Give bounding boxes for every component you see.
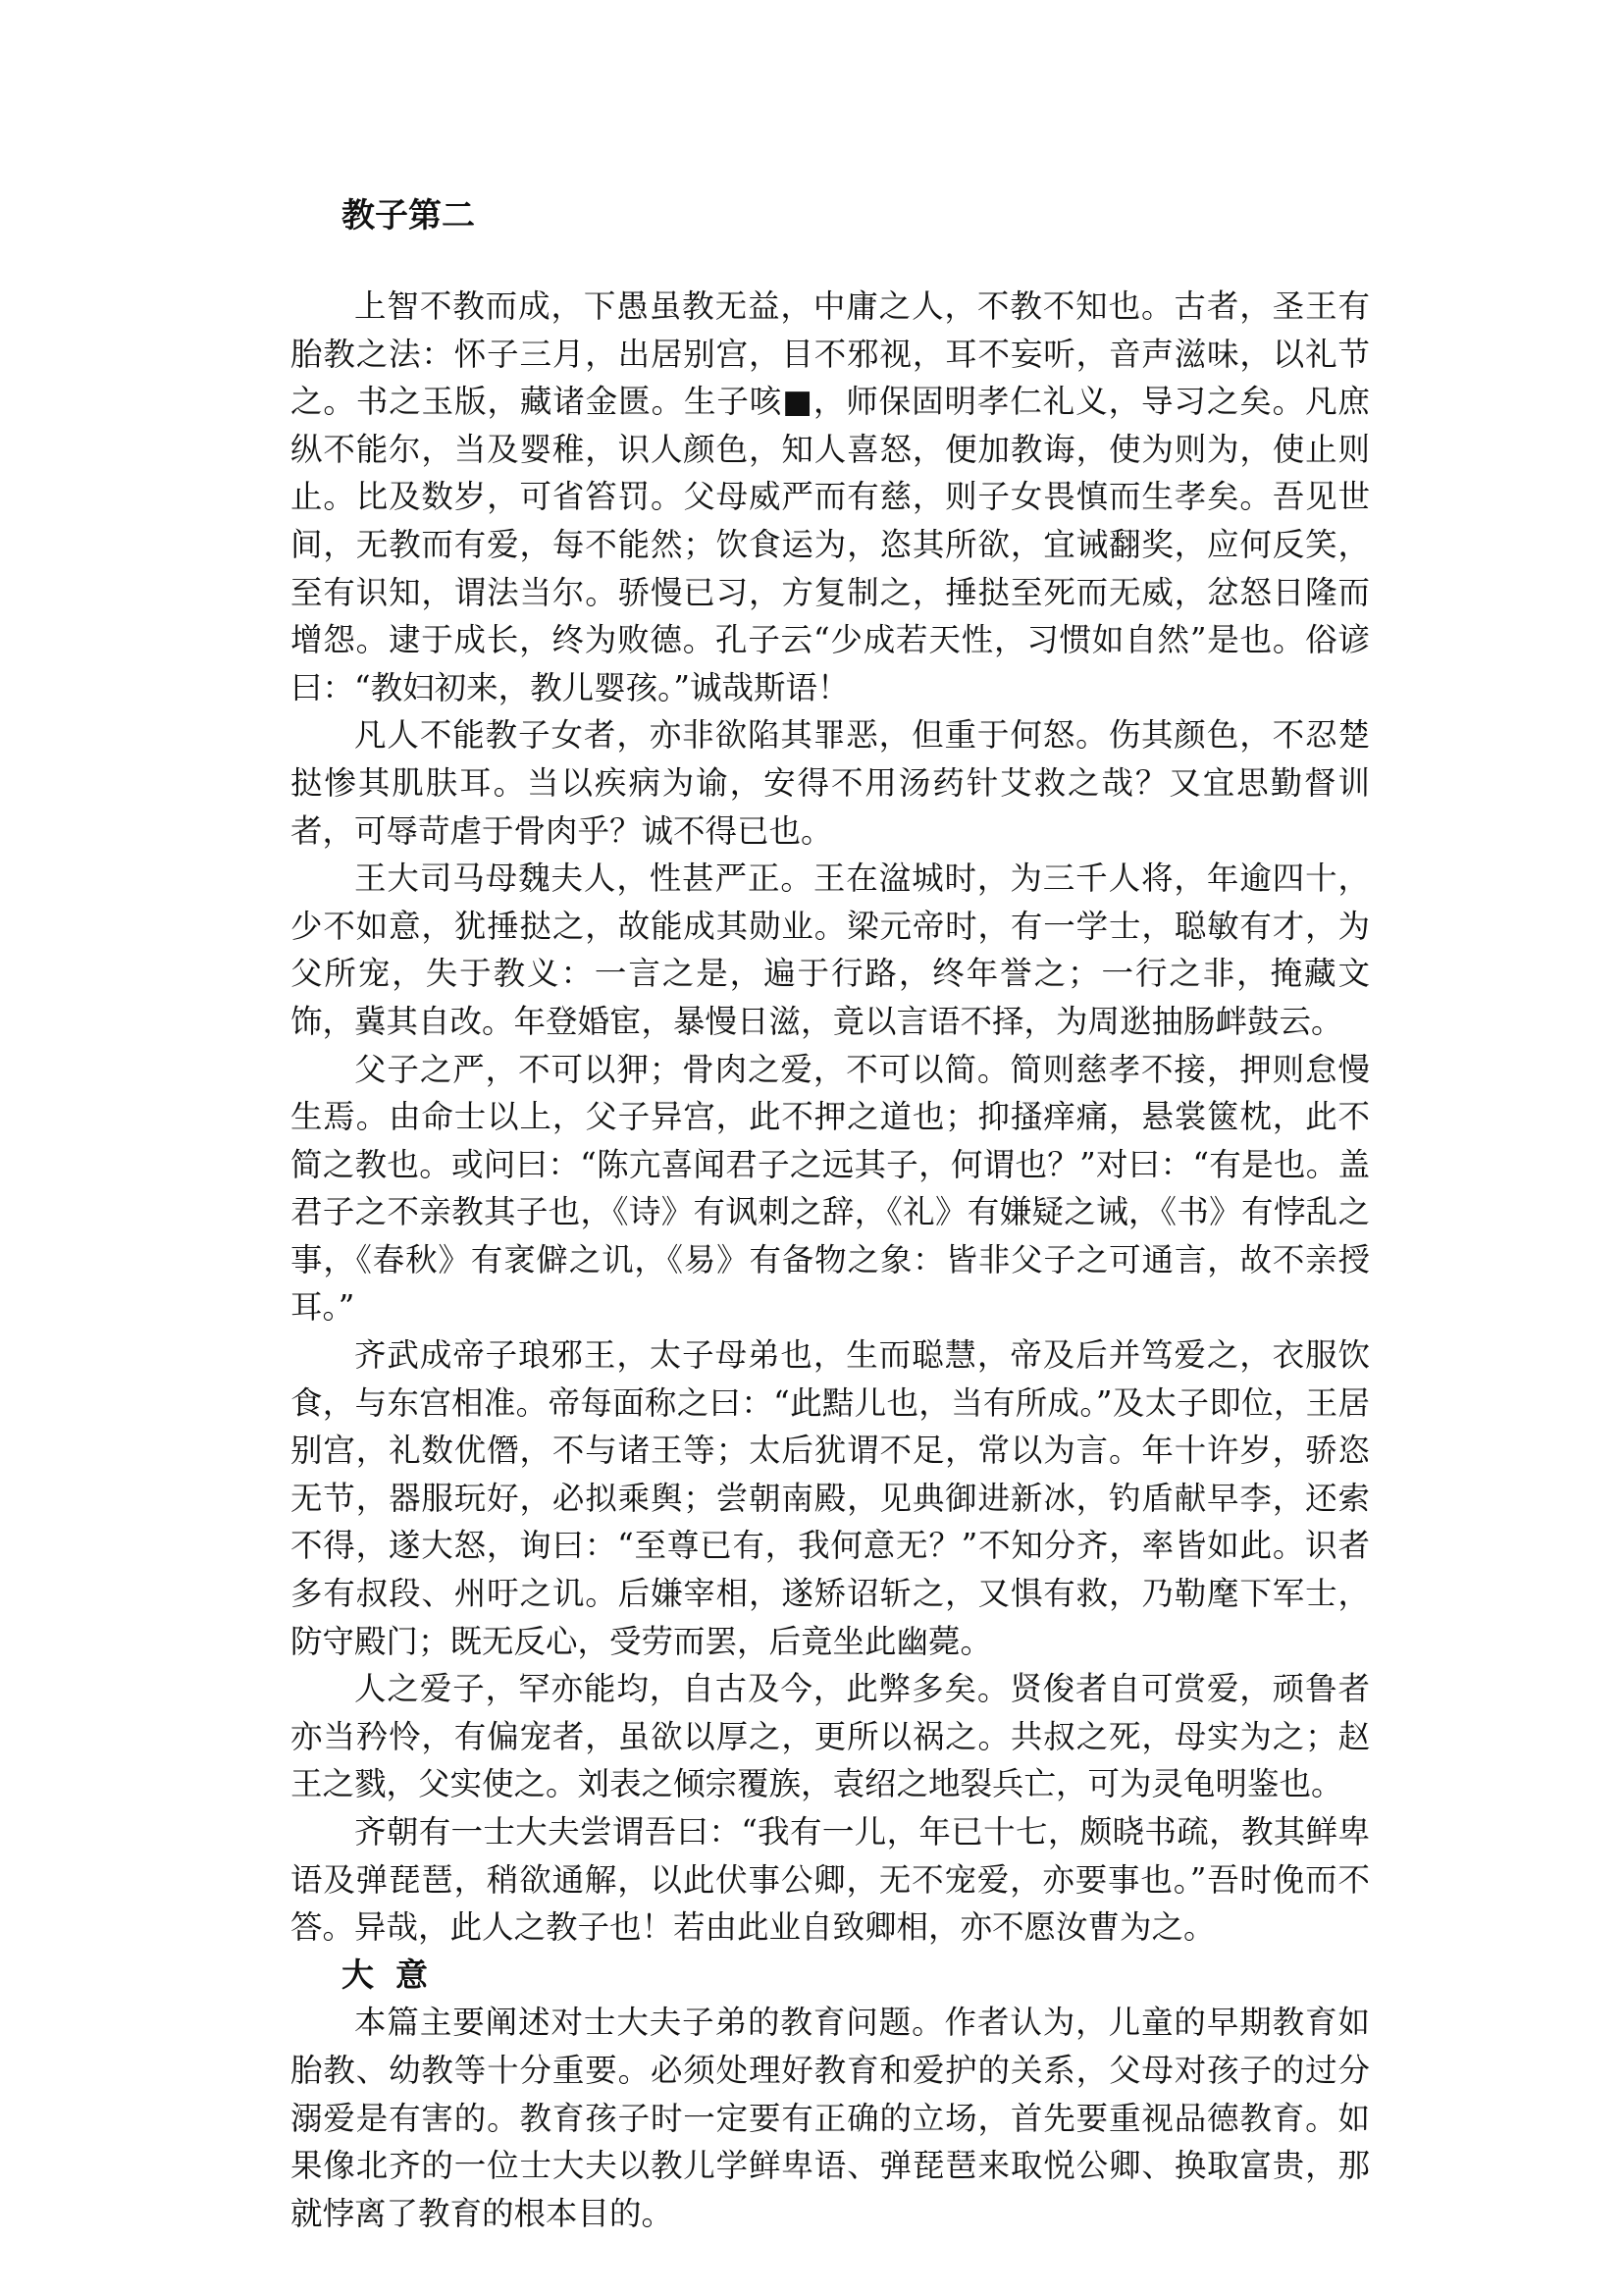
- summary-paragraph: 本篇主要阐述对士大夫子弟的教育问题。作者认为，儿童的早期教育如胎教、幼教等十分重要。必须处理好教育和爱护的关系，父母对孩子的过分溺爱是有害的。教育孩子时一定要有正确的立场，首先要重视品德教育。如果像北齐的一位士大夫以教儿学鲜卑语、弹琵琶来取悦公卿、换取富贵，那就悖离了教育的根本目的。: [290, 2004, 1370, 2232]
- document-page: [290, 192, 1370, 2237]
- paragraph-1: 上智不教而成，下愚虽教无益，中庸之人，不教不知也。古者，圣王有胎教之法：怀子三月，出居别宫，目不邪视，耳不妄听，音声滋味，以礼节之。书之玉版，藏诸金匮。生子咳■，师保固明孝仁礼义，导习之矣。凡庶纵不能尔，当及婴稚，识人颜色，知人喜怒，便加教诲，使为则为，使止则止。比及数岁，可省笞罚。父母威严而有慈，则子女畏慎而生孝矣。吾见世间，无教而有爱，每不能然；饮食运为，恣其所欲，宜诫翻奖，应何反笑，至有识知，谓法当尔。骄慢已习，方复制之，捶挞至死而无威，忿怒日隆而增怨。逮于成长，终为败德。孔子云“少成若天性，习惯如自然”是也。俗谚曰：“教妇初来，教儿婴孩。”诚哉斯语！: [290, 287, 1370, 706]
- paragraph-5: 齐武成帝子琅邪王，太子母弟也，生而聪慧，帝及后并笃爱之，衣服饮食，与东宫相准。帝每面称之曰：“此黠儿也，当有所成。”及太子即位，王居别宫，礼数优僭，不与诸王等；太后犹谓不足，常以为言。年十许岁，骄恣无节，器服玩好，必拟乘舆；尝朝南殿，见典御进新冰，钓盾献早李，还索不得，遂大怒，询曰：“至尊已有，我何意无？”不知分齐，率皆如此。识者多有叔段、州吁之讥。后嫌宰相，遂矫诏斩之，又惧有救，乃勒麾下军士，防守殿门；既无反心，受劳而罢，后竟坐此幽薨。: [290, 1336, 1370, 1660]
- paragraph-2: 凡人不能教子女者，亦非欲陷其罪恶，但重于何怒。伤其颜色，不忍楚挞惨其肌肤耳。当以疾病为谕，安得不用汤药针艾救之哉？又宜思勤督训者，可辱苛虐于骨肉乎？诚不得已也。: [290, 716, 1370, 850]
- summary-heading: 大意: [341, 1955, 449, 1994]
- paragraph-4: 父子之严，不可以狎；骨肉之爱，不可以简。简则慈孝不接，押则怠慢生焉。由命士以上，父子异宫，此不押之道也；抑搔痒痛，悬裳篋枕，此不简之教也。或问曰：“陈亢喜闻君子之远其子，何谓也？”对曰：“有是也。盖君子之不亲教其子也，《诗》有讽刺之辞，《礼》有嫌疑之诫，《书》有悖乱之事，《春秋》有衺僻之讥，《易》有备物之象：皆非父子之可通言，故不亲授耳。”: [290, 1050, 1370, 1327]
- paragraph-6: 人之爱子，罕亦能均，自古及今，此弊多矣。贤俊者自可赏爱，顽鲁者亦当矜怜，有偏宠者，虽欲以厚之，更所以祸之。共叔之死，母实为之；赵王之戮，父实使之。刘表之倾宗覆族，袁绍之地裂兵亡，可为灵龟明鉴也。: [290, 1670, 1370, 1803]
- chapter-title: 教子第二: [341, 196, 475, 235]
- paragraph-7: 齐朝有一士大夫尝谓吾曰：“我有一儿，年已十七，颇晓书疏，教其鲜卑语及弹琵琶，稍欲通解，以此伏事公卿，无不宠爱，亦要事也。”吾时俛而不答。异哉，此人之教子也！若由此业自致卿相，亦不愿汝曹为之。: [290, 1813, 1370, 1947]
- paragraph-3: 王大司马母魏夫人，性甚严正。王在湓城时，为三千人将，年逾四十，少不如意，犹捶挞之，故能成其勋业。梁元帝时，有一学士，聪敏有才，为父所宠，失于教义：一言之是，遍于行路，终年誉之；一行之非，掩藏文饰，冀其自改。年登婚宦，暴慢日滋，竟以言语不择，为周逖抽肠衅鼓云。: [290, 860, 1370, 1040]
